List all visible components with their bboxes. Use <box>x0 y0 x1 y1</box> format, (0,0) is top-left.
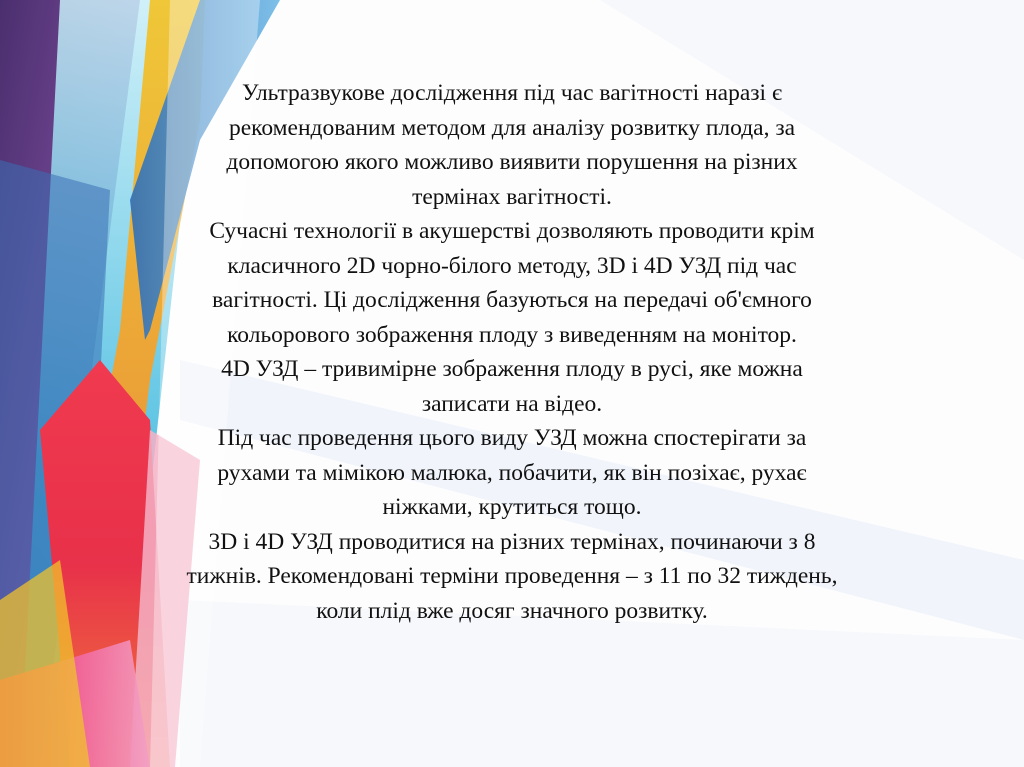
text-line: вагітності. Ці дослідження базуються на передачі об'ємного <box>212 287 812 313</box>
text-line: Сучасні технології в акушерстві дозволяють проводити крім <box>209 218 815 244</box>
text-line: тижнів. Рекомендовані терміни проведення – з 11 по 32 тиждень, <box>186 563 838 589</box>
text-line: класичного 2D чорно-білого методу, 3D і 4D УЗД під час <box>227 252 797 279</box>
text-line: коли плід вже досяг значного розвитку. <box>316 597 708 624</box>
text-line: допомогою якого можливо виявити порушення на різних <box>226 149 798 175</box>
text-line: термінах вагітності. <box>412 183 612 210</box>
text-line: Під час проведення цього виду УЗД можна спостерігати за <box>217 425 807 451</box>
slide-body-text <box>150 76 874 628</box>
text-line: записати на відео. <box>421 390 603 417</box>
text-line: Ультразвукове дослідження під час вагітності наразі є <box>241 80 783 106</box>
text-line: 4D УЗД – тривимірне зображення плоду в русі, яке можна <box>221 356 803 382</box>
text-line: кольорового зображення плоду з виведенням на монітор. <box>227 321 797 348</box>
text-line: ніжками, крутиться тощо. <box>382 494 642 520</box>
text-line: рекомендованим методом для аналізу розвитку плода, за <box>228 114 796 141</box>
text-line: рухами та мімікою малюка, побачити, як він позіхає, рухає <box>217 459 807 486</box>
text-line: 3D і 4D УЗД проводитися на різних термінах, починаючи з 8 <box>208 528 816 555</box>
